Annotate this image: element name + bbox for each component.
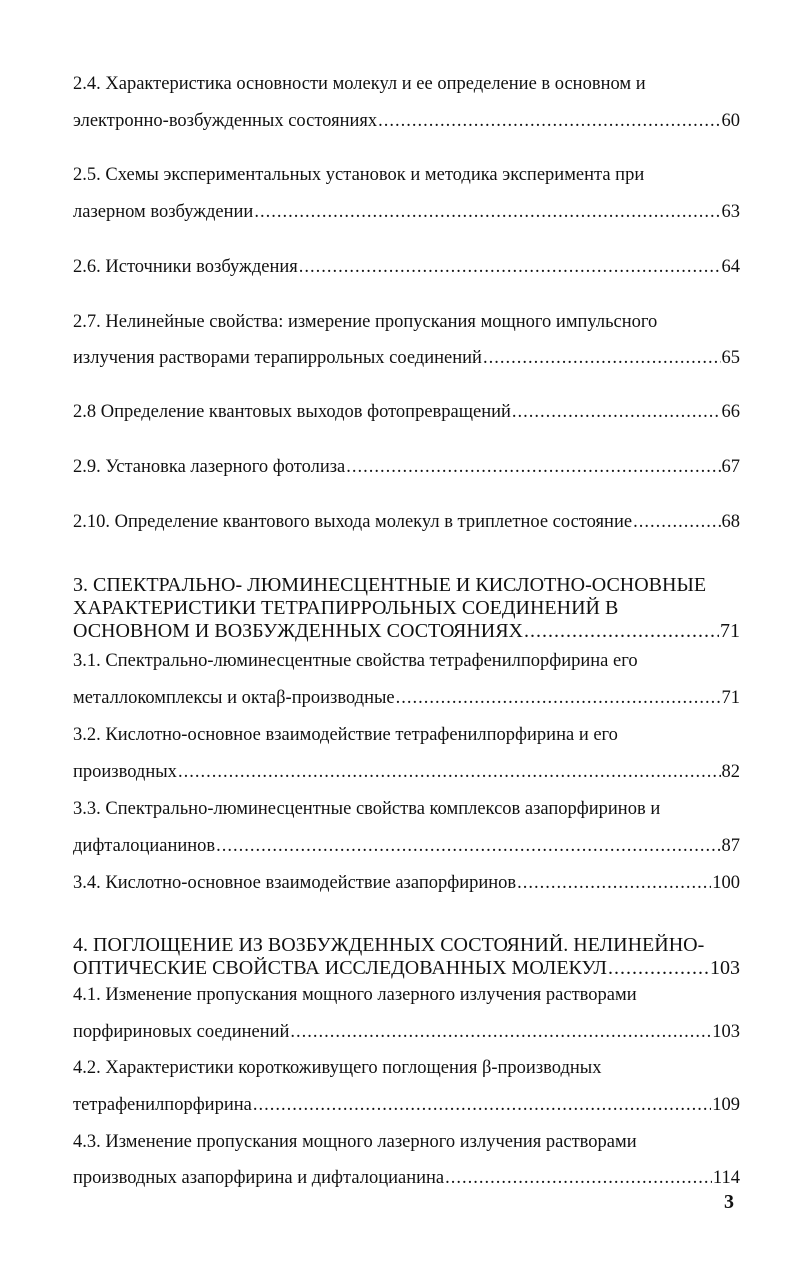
toc-entry-3-2-line1: 3.2. Кислотно-основное взаимодействие тетрафенилпорфирина и его bbox=[73, 725, 618, 745]
chapter-3-title-line2: ХАРАКТЕРИСТИКИ ТЕТРАПИРРОЛЬНЫХ СОЕДИНЕНИЙ В bbox=[73, 597, 619, 619]
toc-entry-3-4 bbox=[73, 871, 740, 895]
toc-entry-text: 2.9. Установка лазерного фотолиза bbox=[73, 457, 346, 477]
toc-entry-text: производных азапорфирина и дифталоцианина bbox=[73, 1168, 445, 1188]
leader-dots bbox=[633, 510, 720, 534]
toc-entry-4-3-line2 bbox=[73, 1166, 740, 1190]
toc-entry-text: тетрафенилпорфирина bbox=[73, 1095, 252, 1115]
toc-page-number: 64 bbox=[721, 257, 740, 277]
toc-entry-4-1-line1: 4.1. Изменение пропускания мощного лазерного излучения растворами bbox=[73, 985, 637, 1005]
toc-entry-4-2-line1: 4.2. Характеристики короткоживущего поглощения β-производных bbox=[73, 1058, 602, 1078]
toc-page-number: 67 bbox=[721, 457, 740, 477]
toc-page-number: 87 bbox=[721, 836, 740, 856]
toc-entry-text: металлокомплексы и октаβ-производные bbox=[73, 688, 395, 708]
toc-entry-text: порфириновых соединений bbox=[73, 1022, 290, 1042]
toc-page-number: 66 bbox=[721, 402, 740, 422]
toc-entry-text: ОПТИЧЕСКИЕ СВОЙСТВА ИССЛЕДОВАННЫХ МОЛЕКУЛ bbox=[73, 957, 607, 979]
toc-page-number: 82 bbox=[721, 762, 740, 782]
leader-dots bbox=[290, 1020, 711, 1044]
leader-dots bbox=[299, 255, 721, 279]
leader-dots bbox=[524, 620, 719, 642]
toc-entry-text: лазерном возбуждении bbox=[73, 202, 254, 222]
toc-entry-3-1-line1: 3.1. Спектрально-люминесцентные свойства тетрафенилпорфирина его bbox=[73, 651, 638, 671]
toc-entry-text: производных bbox=[73, 762, 177, 782]
leader-dots bbox=[483, 346, 721, 370]
toc-page-number: 71 bbox=[721, 688, 740, 708]
leader-dots bbox=[445, 1166, 712, 1190]
leader-dots bbox=[608, 957, 709, 979]
toc-entry-3-2-line2 bbox=[73, 760, 740, 784]
toc-entry-2-7-line2 bbox=[73, 346, 740, 370]
toc-entry-text: 2.10. Определение квантового выхода молекул в триплетное состояние bbox=[73, 512, 633, 532]
toc-entry-4-2-line2 bbox=[73, 1093, 740, 1117]
toc-entry-text: излучения растворами терапиррольных соединений bbox=[73, 348, 482, 368]
chapter-4-title-line1: 4. ПОГЛОЩЕНИЕ ИЗ ВОЗБУЖДЕННЫХ СОСТОЯНИЙ. НЕЛИНЕЙНО- bbox=[73, 934, 705, 956]
toc-entry-3-1-line2 bbox=[73, 686, 740, 710]
leader-dots bbox=[253, 1093, 711, 1117]
toc-page-number: 103 bbox=[710, 957, 740, 979]
leader-dots bbox=[178, 760, 721, 784]
toc-entry-text: 2.6. Источники возбуждения bbox=[73, 257, 298, 277]
toc-page-number: 103 bbox=[712, 1022, 740, 1042]
chapter-3-title-line1: 3. СПЕКТРАЛЬНО- ЛЮМИНЕСЦЕНТНЫЕ И КИСЛОТНО-ОСНОВНЫЕ bbox=[73, 574, 707, 596]
toc-entry-4-3-line1: 4.3. Изменение пропускания мощного лазерного излучения растворами bbox=[73, 1132, 637, 1152]
chapter-4-title-line2 bbox=[73, 957, 740, 979]
leader-dots bbox=[346, 455, 720, 479]
toc-entry-3-3-line1: 3.3. Спектрально-люминесцентные свойства комплексов азапорфиринов и bbox=[73, 799, 661, 819]
leader-dots bbox=[396, 686, 721, 710]
toc-entry-text: 3.4. Кислотно-основное взаимодействие азапорфиринов bbox=[73, 873, 517, 893]
toc-entry-text: дифталоцианинов bbox=[73, 836, 216, 856]
toc-entry-4-1-line2 bbox=[73, 1020, 740, 1044]
toc-page-number: 114 bbox=[712, 1168, 740, 1188]
leader-dots bbox=[517, 871, 711, 895]
toc-entry-3-3-line2 bbox=[73, 834, 740, 858]
toc-entry-2-4-line1: 2.4. Характеристика основности молекул и ее определение в основном и bbox=[73, 74, 646, 94]
toc-page-number: 71 bbox=[720, 620, 740, 642]
toc-entry-text: ОСНОВНОМ И ВОЗБУЖДЕННЫХ СОСТОЯНИЯХ bbox=[73, 620, 523, 642]
toc-entry-2-5-line1: 2.5. Схемы экспериментальных установок и методика эксперимента при bbox=[73, 165, 645, 185]
toc-page-number: 63 bbox=[721, 202, 740, 222]
page-number: 3 bbox=[724, 1191, 734, 1213]
leader-dots bbox=[512, 400, 721, 424]
toc-entry-2-7-line1: 2.7. Нелинейные свойства: измерение пропускания мощного импульсного bbox=[73, 312, 658, 332]
toc-entry-2-6 bbox=[73, 255, 740, 279]
toc-entry-2-10 bbox=[73, 510, 740, 534]
toc-page-number: 65 bbox=[721, 348, 740, 368]
leader-dots bbox=[254, 200, 720, 224]
toc-page-number: 109 bbox=[712, 1095, 740, 1115]
toc-entry-text: 2.8 Определение квантовых выходов фотопревращений bbox=[73, 402, 511, 422]
toc-entry-text: электронно-возбужденных состояниях bbox=[73, 111, 378, 131]
toc-entry-2-5-line2 bbox=[73, 200, 740, 224]
toc-entry-2-8 bbox=[73, 400, 740, 424]
chapter-3-title-line3 bbox=[73, 620, 740, 642]
toc-entry-2-9 bbox=[73, 455, 740, 479]
toc-page-number: 100 bbox=[712, 873, 740, 893]
toc-entry-2-4-line2 bbox=[73, 109, 740, 133]
toc-page-number: 60 bbox=[721, 111, 740, 131]
toc-page-number: 68 bbox=[721, 512, 740, 532]
leader-dots bbox=[216, 834, 720, 858]
leader-dots bbox=[378, 109, 720, 133]
